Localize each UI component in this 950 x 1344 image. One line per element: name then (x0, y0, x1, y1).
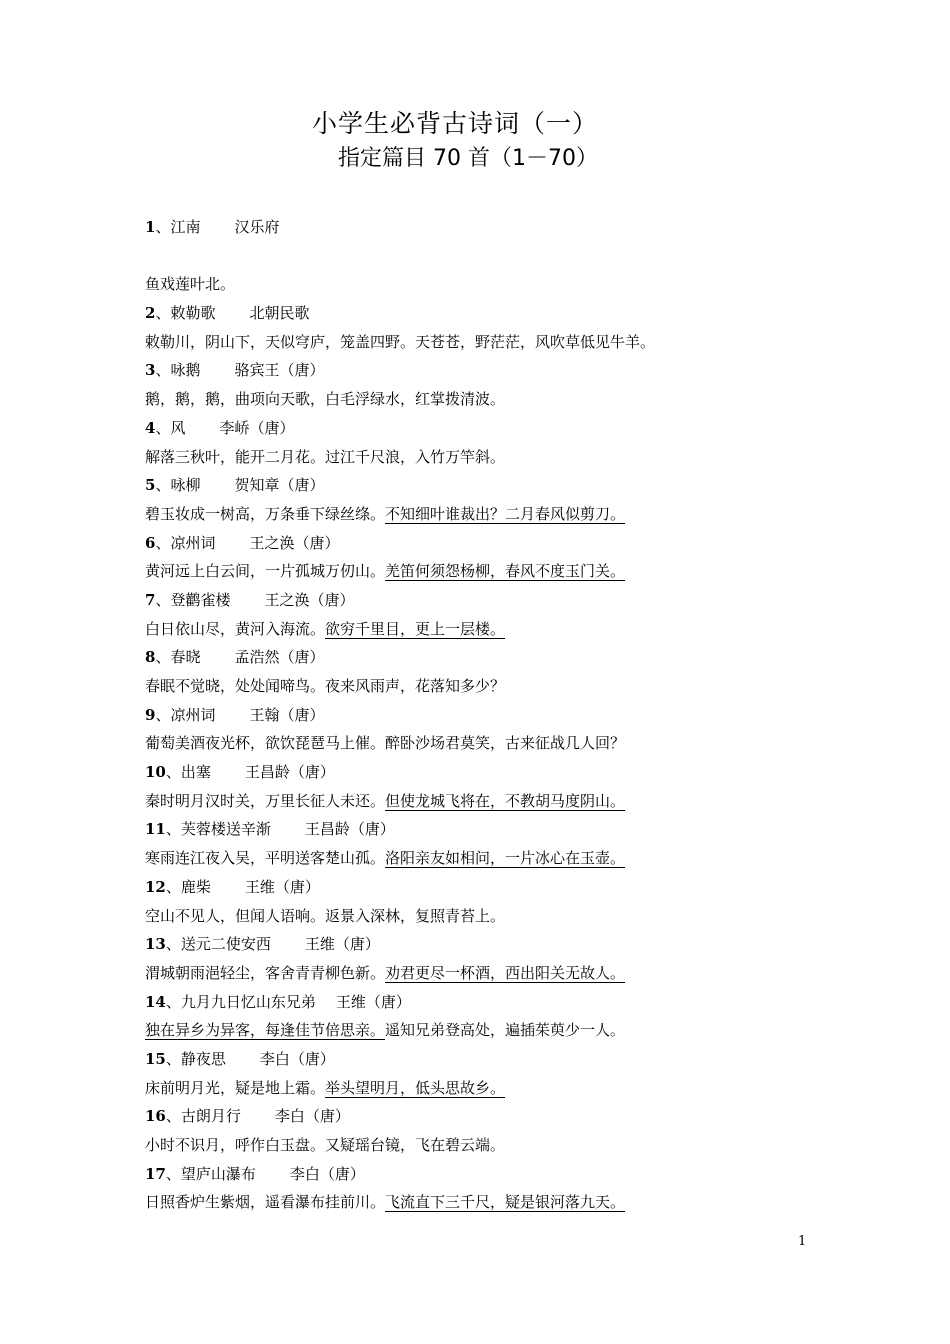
poem-author: 王昌龄（唐） (304, 820, 395, 839)
poem-number: 13 (145, 935, 166, 954)
poem-number: 5 (145, 476, 156, 495)
poem-number: 7 (145, 590, 156, 609)
poem-heading: 13、送元二使安西 王维（唐） (145, 935, 380, 954)
poem-number: 12 (145, 877, 166, 896)
poem-text: 床前明月光，疑是地上霜。举头望明月，低头思故乡。 (145, 1078, 506, 1097)
poem-text: 渭城朝雨浥轻尘，客舍青青柳色新。劝君更尽一杯酒，西出阳关无故人。 (145, 963, 626, 982)
poem-title: 望庐山瀑布 (180, 1164, 256, 1183)
poem-text: 寒雨连江夜入吴，平明送客楚山孤。洛阳亲友如相问，一片冰心在玉壶。 (145, 849, 626, 868)
poem-text: 鱼戏莲叶北。 (145, 275, 236, 294)
poem-number: 1 (145, 218, 156, 236)
poem-title: 九月九日忆山东兄弟 (180, 992, 316, 1011)
document-subtitle: 指定篇目 70 首（1－70） (338, 146, 598, 171)
poem-heading: 7、登鹳雀楼 王之涣（唐） (145, 590, 355, 609)
poem-author: 王之涣（唐） (249, 533, 340, 552)
poem-author: 孟浩然（唐） (234, 648, 325, 667)
poem-author: 骆宾王（唐） (234, 361, 325, 380)
poem-number: 15 (145, 1049, 166, 1068)
poem-heading: 6、凉州词 王之涣（唐） (145, 533, 340, 552)
poem-title: 凉州词 (170, 533, 216, 552)
poem-title: 风 (170, 418, 186, 437)
poem-text: 小时不识月，呼作白玉盘。又疑瑶台镜，飞在碧云端。 (145, 1136, 506, 1154)
poem-title: 鹿柴 (180, 877, 211, 896)
poem-heading: 3、咏鹅 骆宾王（唐） (145, 361, 325, 380)
poem-title: 登鹳雀楼 (170, 590, 231, 609)
poem-text: 秦时明月汉时关，万里长征人未还。但使龙城飞将在，不教胡马度阴山。 (145, 791, 626, 810)
poem-number: 16 (145, 1107, 166, 1126)
poem-title: 送元二使安西 (180, 935, 271, 954)
poem-number: 11 (145, 820, 166, 839)
poem-number: 14 (145, 992, 166, 1011)
poem-number: 6 (145, 533, 156, 552)
poem-heading: 4、风 李峤（唐） (145, 418, 295, 437)
poem-number: 3 (145, 361, 156, 380)
poem-text: 白日依山尽，黄河入海流。欲穷千里目，更上一层楼。 (145, 619, 506, 638)
poem-number: 2 (145, 304, 156, 323)
poem-title: 凉州词 (170, 705, 216, 724)
poem-number: 4 (145, 418, 156, 437)
poem-text: 独在异乡为异客，每逢佳节倍思亲。遥知兄弟登高处，遍插茱萸少一人。 (145, 1021, 626, 1040)
poem-author: 王维（唐） (304, 935, 380, 954)
poem-text: 解落三秋叶，能开二月花。过江千尺浪，入竹万竿斜。 (145, 447, 506, 466)
poem-heading: 15、静夜思 李白（唐） (145, 1049, 335, 1068)
poem-author: 王维（唐） (244, 877, 320, 896)
poem-number: 17 (145, 1164, 166, 1183)
poem-title: 芙蓉楼送辛渐 (180, 820, 271, 839)
poem-heading: 14、九月九日忆山东兄弟 王维（唐） (145, 992, 411, 1011)
poem-author: 李峤（唐） (219, 418, 295, 437)
poem-author: 王之涣（唐） (264, 590, 355, 609)
poem-number: 9 (145, 705, 156, 724)
poem-author: 汉乐府 (234, 218, 280, 236)
poem-title: 敕勒歌 (170, 304, 216, 323)
poem-heading: 10、出塞 王昌龄（唐） (145, 763, 335, 782)
poem-text: 日照香炉生紫烟，遥看瀑布挂前川。飞流直下三千尺，疑是银河落九天。 (145, 1193, 626, 1212)
poem-author: 王昌龄（唐） (244, 763, 335, 782)
poem-title: 古朗月行 (180, 1107, 241, 1126)
poem-heading: 8、春晓 孟浩然（唐） (145, 648, 325, 667)
poem-author: 李白（唐） (289, 1164, 365, 1183)
poem-heading: 2、敕勒歌 北朝民歌 (145, 304, 310, 323)
poem-title: 江南 (170, 218, 201, 236)
poem-number: 8 (145, 648, 156, 667)
poem-author: 王维（唐） (335, 992, 411, 1011)
poem-text: 碧玉妆成一树高，万条垂下绿丝绦。不知细叶谁裁出？二月春风似剪刀。 (145, 504, 626, 523)
page-number: 1 (798, 1234, 807, 1249)
poem-text: 敕勒川，阴山下，天似穹庐，笼盖四野。天苍苍，野茫茫，风吹草低见牛羊。 (145, 332, 656, 351)
poem-heading: 16、古朗月行 李白（唐） (145, 1107, 350, 1126)
poem-author: 王翰（唐） (249, 705, 325, 724)
poem-author: 北朝民歌 (249, 304, 310, 323)
poem-text: 空山不见人，但闻人语响。返景入深林，复照青苔上。 (145, 906, 506, 925)
poem-heading: 1、江南 汉乐府 (145, 218, 280, 236)
poem-list (145, 213, 865, 1217)
document-title: 小学生必背古诗词（一） (311, 109, 598, 138)
poem-text: 葡萄美酒夜光杯，欲饮琵琶马上催。醉卧沙场君莫笑，古来征战几人回？ (145, 734, 626, 753)
poem-heading: 9、凉州词 王翰（唐） (145, 705, 325, 724)
poem-author: 李白（唐） (259, 1049, 335, 1068)
poem-title: 咏柳 (170, 476, 201, 495)
poem-heading: 12、鹿柴 王维（唐） (145, 877, 320, 896)
poem-title: 春晓 (170, 648, 201, 667)
poem-text: 鹅，鹅，鹅，曲项向天歌，白毛浮绿水，红掌拨清波。 (145, 390, 506, 409)
poem-title: 出塞 (180, 763, 211, 782)
poem-heading: 5、咏柳 贺知章（唐） (145, 476, 325, 495)
poem-number: 10 (145, 763, 166, 782)
poem-title: 咏鹅 (170, 361, 201, 380)
poem-title: 静夜思 (180, 1049, 226, 1068)
poem-author: 贺知章（唐） (234, 476, 325, 495)
poem-heading: 17、望庐山瀑布 李白（唐） (145, 1164, 365, 1183)
poem-text: 黄河远上白云间，一片孤城万仞山。羌笛何须怨杨柳，春风不度玉门关。 (145, 562, 626, 581)
poem-heading: 11、芙蓉楼送辛渐 王昌龄（唐） (145, 820, 395, 839)
blank-line (145, 242, 865, 271)
poem-author: 李白（唐） (274, 1107, 350, 1126)
poem-text: 春眠不觉晓，处处闻啼鸟。夜来风雨声，花落知多少？ (145, 677, 506, 695)
